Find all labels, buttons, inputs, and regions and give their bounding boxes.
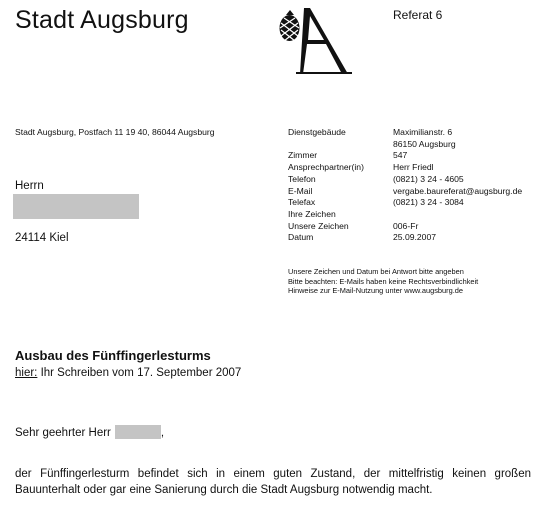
- info-label: Zimmer: [288, 150, 318, 161]
- info-label: Telefax: [288, 197, 316, 208]
- contact-info-block: [288, 127, 522, 244]
- info-row: [288, 150, 522, 162]
- recipient-salutation: Herrn: [15, 180, 44, 192]
- greeting-prefix: Sehr geehrter Herr: [15, 427, 111, 439]
- greeting-suffix: ,: [160, 427, 165, 439]
- greeting: [15, 425, 164, 439]
- letter-subject: Ausbau des Fünffingerlesturms: [15, 348, 211, 363]
- reply-notes: [288, 267, 478, 296]
- city-logo-icon: [274, 6, 354, 76]
- info-row: [288, 162, 522, 174]
- info-row: [288, 209, 522, 221]
- info-row: [288, 221, 522, 233]
- info-label: Dienstgebäude: [288, 127, 346, 137]
- info-label: Telefon: [288, 173, 316, 184]
- info-value: 006-Fr: [393, 220, 419, 231]
- reference-text: Ihr Schreiben vom 17. September 2007: [37, 367, 242, 379]
- info-label: Unsere Zeichen: [288, 220, 349, 231]
- info-label: Ansprechpartner(in): [288, 162, 364, 173]
- info-value: 86150 Augsburg: [393, 138, 456, 149]
- info-label: [288, 139, 393, 151]
- info-value: (0821) 3 24 - 3084: [393, 197, 464, 208]
- note-line: Unsere Zeichen und Datum bei Antwort bitte angeben: [288, 267, 464, 276]
- info-row: [288, 174, 522, 186]
- department-label: Referat 6: [393, 8, 443, 22]
- recipient-city: 24114 Kiel: [15, 232, 69, 244]
- redacted-recipient-address: [13, 194, 139, 219]
- redacted-name: [115, 425, 161, 439]
- info-label: E-Mail: [288, 185, 313, 196]
- email-value[interactable]: vergabe.baureferat@augsburg.de: [393, 185, 523, 196]
- note-line: Hinweise zur E-Mail-Nutzung unter www.augsburg.de: [288, 286, 463, 296]
- info-row: [288, 197, 522, 209]
- note-line: Bitte beachten: E-Mails haben keine Rechtsverbindlichkeit: [288, 276, 479, 286]
- info-value: (0821) 3 24 - 4605: [393, 173, 464, 184]
- info-row: [288, 186, 522, 198]
- info-value: Maximilianstr. 6: [393, 127, 453, 137]
- info-value: Herr Friedl: [393, 162, 434, 173]
- info-value: 25.09.2007: [393, 232, 437, 243]
- letter-body: der Fünffingerlesturm befindet sich in einem guten Zustand, der mittelfristig keinen großen Bauunterhalt oder gar eine Sanierung durch die Stadt Augsburg notwendig macht.: [15, 468, 531, 496]
- city-title: Stadt Augsburg: [15, 6, 189, 34]
- reference-label: hier:: [15, 367, 38, 379]
- info-label: Datum: [288, 232, 314, 243]
- info-label: Ihre Zeichen: [288, 208, 336, 219]
- info-row: [288, 232, 522, 244]
- info-row: [288, 139, 522, 151]
- sender-address-line: Stadt Augsburg, Postfach 11 19 40, 86044 Augsburg: [15, 127, 215, 137]
- letter-reference: [15, 367, 241, 379]
- info-value: 547: [393, 150, 408, 161]
- info-row: [288, 127, 522, 139]
